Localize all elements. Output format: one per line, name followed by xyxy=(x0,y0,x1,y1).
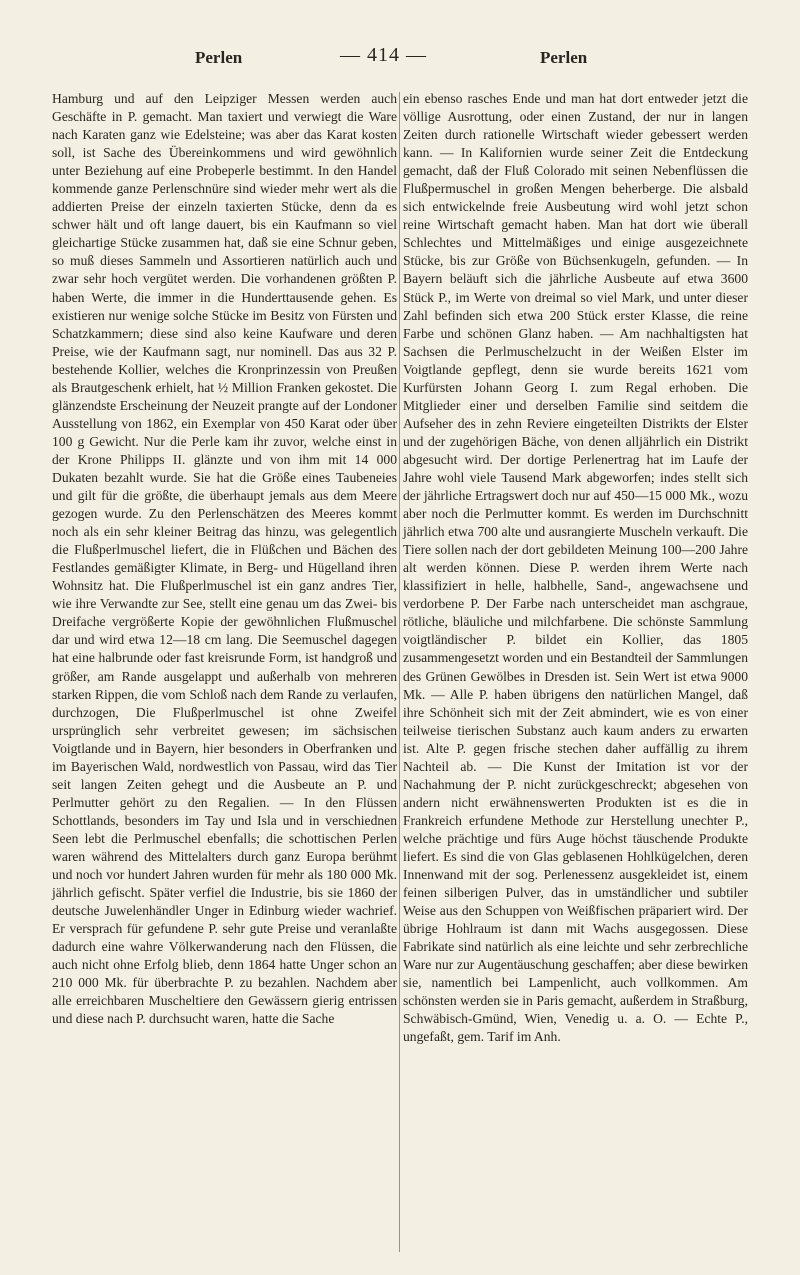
header-left-title: Perlen xyxy=(195,48,243,67)
page-number: — 414 — xyxy=(340,44,427,66)
left-column xyxy=(52,90,397,1028)
right-column xyxy=(403,90,748,1046)
right-column-text: ein ebenso rasches Ende und man hat dort entweder jetzt die völlige Ausrottung, oder einen Zustand, der nur in langen Zeiten durch rationelle Wirtschaft wieder gebessert werden kann. — In Kalifornien wurde seiner Zeit die Entdeckung gemacht, daß der Fluß Colorado mit seinen Nebenflüssen die Flußpermuschel in großen Mengen beherberge. Die alsbald sich entwickelnde freie Ausbeutung wird wohl jetzt schon reine Wirtschaft gemacht haben. Man hat dort wie überall Schlechtes und Mittelmäßiges und einige ausgezeichnete Stücke, bis zur Größe von Büchsenkugeln, gefunden. — In Bayern beläuft sich die jährliche Ausbeute auf etwa 3600 Stück P., im Werte von dreimal so viel Mark, und unter dieser Zahl befinden sich etwa 200 Stück erster Klasse, die reine Farbe und schönen Glanz haben. — Am nachhaltigsten hat Sachsen die Perlmuschelzucht in der Weißen Elster im Voigtlande gepflegt, denn sie wurde bereits 1621 vom Kurfürsten Johann Georg I. zum Regal erhoben. Die Mitglieder einer und derselben Familie sind seitdem die Aufseher des in zehn Reviere eingeteilten Distrikts der Elster und der zugehörigen Bäche, von denen alljährlich ein Distrikt abgesucht wird. Der dortige Perlenertrag hat im Laufe der Jahre wohl viele Tausend Mark abgeworfen; indes stellt sich der jährliche Ertragswert doch nur auf 450—15 000 Mk., wozu aber noch die Perlmutter kommt. Es werden im Durchschnitt jährlich etwa 700 alte und ausrangierte Muscheln verkauft. Die Tiere sollen nach der dort gebildeten Meinung 100—200 Jahre alt werden können. Diese P. werden ihrem Werte nach klassifiziert in helle, halbhelle, Sand-, angewachsene und verdorbene P. Der Farbe nach unterscheidet man aschgraue, rötliche, bläuliche und milchfarbene. Die schönste Sammlung voigtländischer P. bildet ein Kollier, das 1805 zusammengesetzt worden und ein Bestandteil der Sammlungen des Grünen Gewölbes in Dresden ist. Sein Wert ist etwa 9000 Mk. — Alle P. haben übrigens den natürlichen Mangel, daß ihre Schönheit sich mit der Zeit abmindert, wie es von einer teilweise tierischen Substanz auch kaum anders zu erwarten ist. Alte P. gegen frische stechen daher auffällig zu ihrem Nachteil ab. — Die Kunst der Imitation ist vor der Nachahmung der P. nicht zurückgeschreckt; abgesehen von andern nicht erwähnenswerten Produkten ist es die in Frankreich erfundene Methode zur Herstellung unechter P., welche prächtige und fürs Auge höchst täuschende Produkte liefert. Es sind die von Glas geblasenen Hohlkügelchen, deren Innenwand mit der sog. Perlenessenz ausgekleidet ist, einem feinen silberigen Pulver, das in umständlicher und subtiler Weise aus den Schuppen von Weißfischen präpariert wird. Der übrige Hohlraum ist dann mit Wachs ausgegossen. Diese Fabrikate sind natürlich als eine leichte und sehr zerbrechliche Ware nur zur Augentäuschung geschaffen; aber diese bewirken sie, namentlich bei Lampenlicht, auch vollkommen. Am schönsten werden sie in Paris gemacht, außerdem in Straßburg, Schwäbisch-Gmünd, Wien, Venedig u. a. O. — Echte P., ungefaßt, gem. Tarif im Anh. xyxy=(403,91,748,1045)
left-column-text: Hamburg und auf den Leipziger Messen werden auch Geschäfte in P. gemacht. Man taxiert und verwiegt die Ware nach Karaten ganz wie Edelsteine; was aber das Karat kosten soll, ist Sache des Übereinkommens und wird gewöhnlich unter Beziehung auf eine Probeperle bestimmt. In den Handel kommende ganze Perlenschnüre sind wieder mehr wert als die addierten Preise der einzeln taxierten Stücke, denn da es schwer hält und oft lange dauert, bis ein Kaufmann so viel gleichartige Stücke zusammen hat, daß sie eine Schnur geben, so muß dieses Sammeln und Assortieren natürlich auch und zwar sehr hoch vergütet werden. Die vorhandenen größten P. haben Werte, die immer in die Hunderttausende gehen. Es existieren nur wenige solche Stücke im Besitz von Fürsten und Schatzkammern; diese sind also keine Kaufware und deren Preise, wie der Kaufmann sagt, nur nominell. Das aus 32 P. bestehende Kollier, welches die Kronprinzessin von Preußen als Brautgeschenk erhielt, hat ½ Million Franken gekostet. Die glänzendste Erscheinung der Neuzeit prangte auf der Londoner Ausstellung von 1862, ein Exemplar von 450 Karat oder über 100 g Gewicht. Nur die Perle kam ihr zuvor, welche einst in der Krone Philipps II. glänzte und von ihm mit 14 000 Dukaten bezahlt wurde. Sie hat die Größe eines Taubeneies und gilt für die größte, die überhaupt jemals aus dem Meere gezogen wurde. Zu den Perlenschätzen des Meeres kommt noch als ein sehr kleiner Beitrag das hinzu, was gelegentlich die Flußperlmuschel liefert, die in Flüßchen und Bächen des Festlandes gemäßigter Klimate, in Berg- und Hügelland ihren Wohnsitz hat. Die Flußperlmuschel ist ein ganz andres Tier, wie ihre Verwandte zur See, stellt eine genau um das Zwei- bis Dreifache vergrößerte Kopie der gewöhnlichen Flußmuschel dar und wird etwa 12—18 cm lang. Die Seemuschel dagegen hat eine halbrunde oder fast kreisrunde Form, ist handgroß und größer, am Rande ausgelappt und außerhalb von mehreren starken Rippen, die vom Schloß nach dem Rande zu verlaufen, durchzogen, Die Flußperlmuschel ist ohne Zweifel ursprünglich sehr verbreitet gewesen; im sächsischen Voigtlande und in Bayern, hier besonders in Oberfranken und im Bayerischen Wald, nordwestlich von Passau, wird das Tier seit langen Zeiten gehegt und die Ausbeute an P. und Perlmutter gehört zu den Regalien. — In den Flüssen Schottlands, besonders im Tay und Isla und in verschiednen Seen lebt die Perlmuschel ebenfalls; die schottischen Perlen waren während des Mittelalters durch ganz Europa berühmt und noch vor hundert Jahren wurden für mehr als 180 000 Mk. jährlich gefischt. Später verfiel die Industrie, bis sie 1860 der deutsche Juwelenhändler Unger in Edinburg wieder wachrief. Er versprach für gefundene P. sehr gute Preise und veranlaßte dadurch eine wahre Völkerwanderung nach den Flüssen, die auch nicht ohne Erfolg blieb, denn 1864 hatte Unger schon an 210 000 Mk. für überbrachte P. zu bezahlen. Nachdem aber alle erreichbaren Muscheltiere den Gewässern gierig entrissen und diese nach P. durchsucht waren, hatte die Sache xyxy=(52,91,397,1027)
column-divider xyxy=(399,92,400,1252)
page-header xyxy=(0,40,800,80)
header-right-title: Perlen xyxy=(540,48,588,67)
